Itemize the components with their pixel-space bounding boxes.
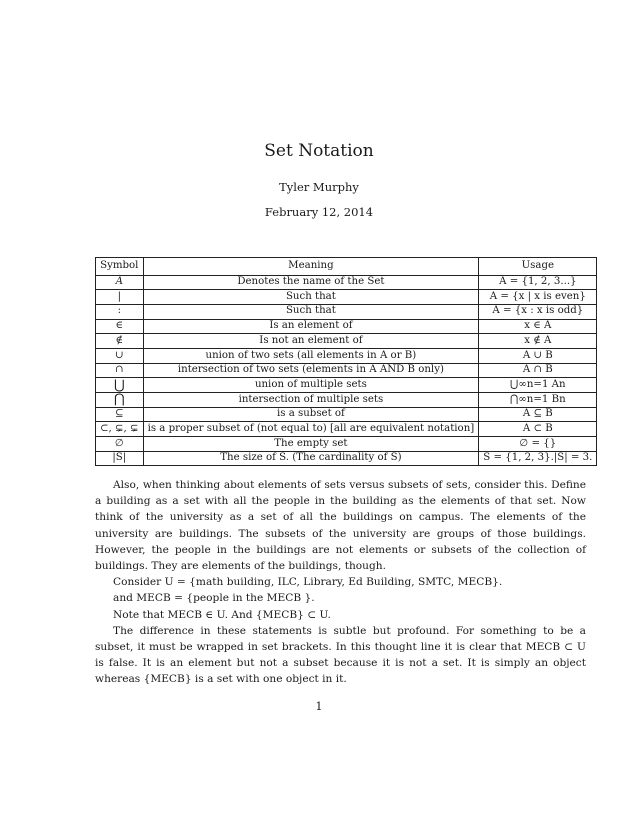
table-row [96, 304, 597, 319]
usage-cell: x ∈ A [479, 319, 597, 334]
usage-cell: A ∩ B [479, 363, 597, 378]
table-row [96, 437, 597, 452]
symbol-cell: ⊆ [96, 407, 144, 422]
header-symbol: Symbol [96, 258, 144, 276]
table-row [96, 348, 597, 363]
meaning-cell: is a subset of [143, 407, 479, 422]
usage-cell: ⋂∞n=1 Bn [479, 393, 597, 408]
table-row [96, 319, 597, 334]
table-row [96, 363, 597, 378]
symbol-cell: ∪ [96, 348, 144, 363]
usage-cell: A ⊆ B [479, 407, 597, 422]
symbol-cell: : [96, 304, 144, 319]
meaning-cell: union of two sets (all elements in A or B) [143, 348, 479, 363]
symbol-cell: ∉ [96, 334, 144, 349]
symbol-cell: ∈ [96, 319, 144, 334]
paragraph: and MECB = {people in the MECB }. [113, 592, 315, 605]
header-meaning: Meaning [143, 258, 479, 276]
paragraph: The difference in these statements is subtle but profound. For something to be a subset, it must be wrapped in set brackets. In this thought line it is clear that MECB ⊂ U is false. It is an element but not a subset because it is not a set. It is simply an object whereas {MECB} is a set with one object in it. [95, 624, 586, 686]
notation-table [95, 257, 597, 466]
symbol-cell: |S| [96, 451, 144, 466]
symbol-cell: ⋃ [96, 378, 144, 393]
symbol-cell: ⋂ [96, 393, 144, 408]
usage-cell: A = {1, 2, 3...} [479, 275, 597, 290]
paragraph: Also, when thinking about elements of sets versus subsets of sets, consider this. Define a building as a set with all the people in the building as the elements of that set. Now think of the university as a set of all the buildings on campus. The elements of the university are buildings. The subsets of the university are groups of those buildings. However, the people in the buildings are not elements or subsets of the collection of buildings. They are elements of the buildings, though. [95, 479, 586, 573]
table-row [96, 378, 597, 393]
meaning-cell: intersection of two sets (elements in A AND B only) [143, 363, 479, 378]
body-text [95, 477, 586, 688]
symbol-cell: A [96, 275, 144, 290]
symbol-cell: | [96, 290, 144, 305]
paper-title: Set Notation [264, 141, 374, 161]
usage-cell: A ⊂ B [479, 422, 597, 437]
author: Tyler Murphy [279, 180, 359, 194]
usage-cell: A = {x : x is odd} [479, 304, 597, 319]
paragraph: Consider U = {math building, ILC, Library, Ed Building, SMTC, MECB}. [113, 576, 503, 589]
usage-cell: x ∉ A [479, 334, 597, 349]
meaning-cell: is a proper subset of (not equal to) [all are equivalent notation] [143, 422, 479, 437]
table-row [96, 334, 597, 349]
table-row [96, 290, 597, 305]
date: February 12, 2014 [264, 205, 374, 219]
usage-cell: S = {1, 2, 3}.|S| = 3. [479, 451, 597, 466]
meaning-cell: Is an element of [143, 319, 479, 334]
table-header-row [96, 258, 597, 276]
table-row [96, 451, 597, 466]
meaning-cell: intersection of multiple sets [143, 393, 479, 408]
table-row [96, 407, 597, 422]
table-row [96, 393, 597, 408]
meaning-cell: Such that [143, 304, 479, 319]
usage-cell: A ∪ B [479, 348, 597, 363]
meaning-cell: The size of S. (The cardinality of S) [143, 451, 479, 466]
header-usage: Usage [479, 258, 597, 276]
symbol-cell: ∩ [96, 363, 144, 378]
paragraph: Note that MECB ∈ U. And {MECB} ⊂ U. [113, 608, 331, 621]
usage-cell: ∅ = {} [479, 437, 597, 452]
symbol-cell: ⊂, ⊊, ⊊ [96, 422, 144, 437]
symbol-cell: ∅ [96, 437, 144, 452]
usage-cell: ⋃∞n=1 An [479, 378, 597, 393]
page-number: 1 [315, 700, 323, 713]
table-row [96, 422, 597, 437]
table-row [96, 275, 597, 290]
meaning-cell: The empty set [143, 437, 479, 452]
meaning-cell: union of multiple sets [143, 378, 479, 393]
meaning-cell: Denotes the name of the Set [143, 275, 479, 290]
meaning-cell: Such that [143, 290, 479, 305]
usage-cell: A = {x | x is even} [479, 290, 597, 305]
meaning-cell: Is not an element of [143, 334, 479, 349]
